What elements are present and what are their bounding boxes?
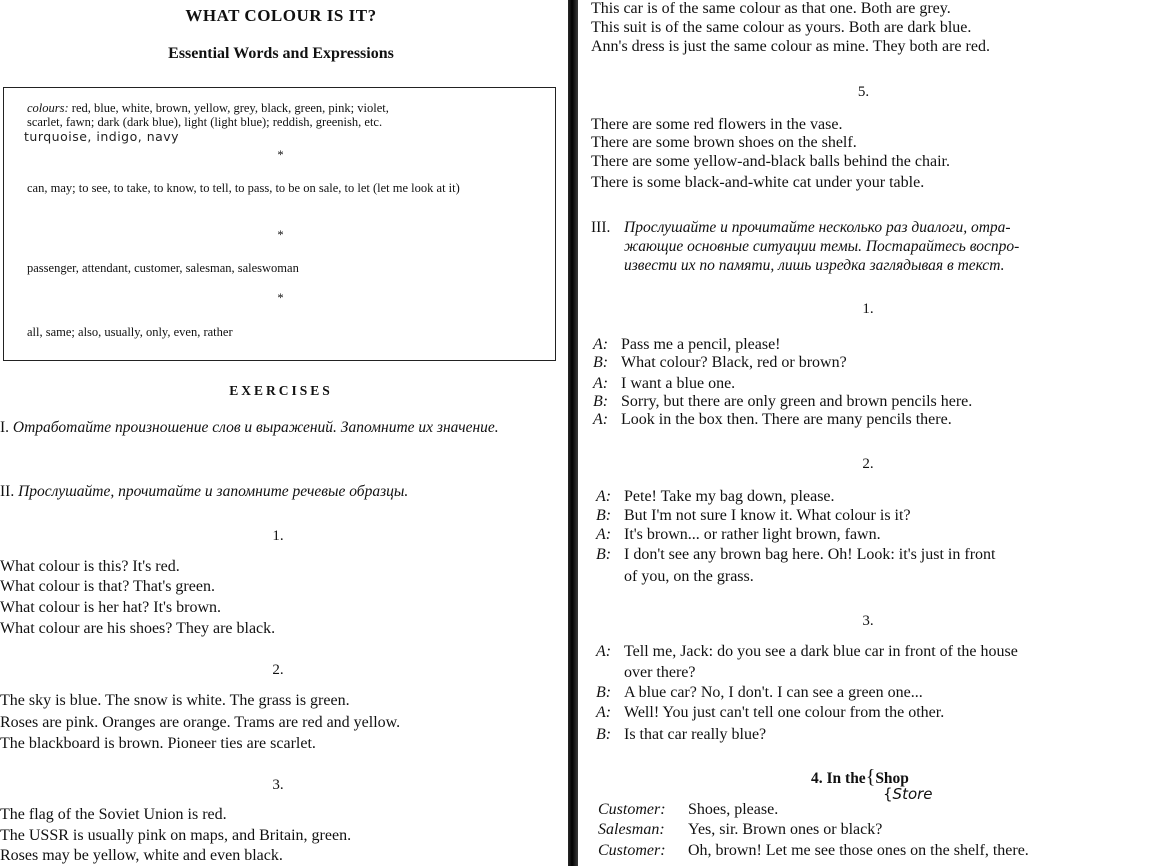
utterance: It's brown... or rather light brown, fawn. <box>624 526 881 543</box>
speaker: A: <box>593 375 609 392</box>
utterance: Pete! Take my bag down, please. <box>624 488 835 505</box>
exercises-heading: EXERCISES <box>229 383 333 398</box>
text-line: What colour is this? It's red. <box>0 558 180 575</box>
page-subtitle: Essential Words and Expressions <box>168 45 394 62</box>
book-spine <box>568 0 578 866</box>
utterance: over there? <box>624 664 696 681</box>
text-line: The USSR is usually pink on maps, and Britain, green. <box>0 827 352 844</box>
heading-shop: Shop <box>875 770 909 787</box>
section-number: 3. <box>272 777 284 793</box>
utterance: Well! You just can't tell one colour from the other. <box>624 704 945 721</box>
left-page <box>0 0 568 866</box>
colours-line-2: scarlet, fawn; dark (dark blue), light (light blue); reddish, greenish, etc. <box>27 115 383 129</box>
dialogue-line <box>593 411 952 429</box>
speaker: A: <box>593 411 609 428</box>
utterance: Shoes, please. <box>688 801 779 818</box>
text-line: What colour are his shoes? They are black. <box>0 620 276 637</box>
section-number: 1. <box>272 528 284 544</box>
colours-line-1 <box>27 101 389 116</box>
text-line: Ann's dress is just the same colour as mine. They both are red. <box>591 38 990 55</box>
task-2 <box>0 482 560 502</box>
speaker: B: <box>593 393 609 410</box>
text-line: The flag of the Soviet Union is red. <box>0 806 227 823</box>
dialogue-line <box>593 354 847 372</box>
speaker: A: <box>596 704 612 721</box>
text-line: There are some red flowers in the vase. <box>591 116 843 133</box>
section-number: 2. <box>862 456 874 472</box>
dialogue-line <box>596 526 881 544</box>
text-line: This car is of the same colour as that one. Both are grey. <box>591 0 951 17</box>
speaker: Customer: <box>598 842 666 859</box>
dialogue-line <box>593 336 781 354</box>
right-page <box>578 0 1149 866</box>
handwritten-store: {Store <box>883 785 933 803</box>
speaker: B: <box>596 684 612 701</box>
utterance: What colour? Black, red or brown? <box>621 354 847 371</box>
adverbs-list: all, same; also, usually, only, even, rather <box>27 325 233 339</box>
speaker: Customer: <box>598 801 666 818</box>
text-line: There is some black-and-white cat under your table. <box>591 174 925 191</box>
dialogue-line <box>593 393 972 411</box>
task-3-line <box>624 237 1019 257</box>
utterance: Sorry, but there are only green and brown pencils here. <box>621 393 973 410</box>
colours-list: red, blue, white, brown, yellow, grey, black, green, pink; violet, <box>68 101 389 115</box>
section-number: 2. <box>272 662 284 678</box>
task-number: II. <box>0 483 15 500</box>
vocabulary-box <box>3 87 556 361</box>
speaker: Salesman: <box>598 821 665 838</box>
utterance: A blue car? No, I don't. I can see a green one... <box>624 684 923 701</box>
task-text: Отработайте произношение слов и выражений. Запомните их значение. <box>12 419 499 436</box>
dialogue-line <box>596 664 696 682</box>
dialogue-line <box>598 821 882 839</box>
text-line: The blackboard is brown. Pioneer ties are scarlet. <box>0 735 316 752</box>
speaker: A: <box>596 488 612 505</box>
dialogue-line <box>596 704 944 722</box>
section-number: 5. <box>857 84 870 100</box>
text-line: There are some brown shoes on the shelf. <box>591 134 857 151</box>
task-text: Прослушайте, прочитайте и запомните речевые образцы. <box>18 483 409 500</box>
utterance: I want a blue one. <box>621 375 736 392</box>
separator-star: * <box>277 228 284 242</box>
heading-text: 4. In the <box>811 770 866 787</box>
utterance: Oh, brown! Let me see those ones on the shelf, there. <box>688 842 1029 859</box>
dialogue-line <box>596 726 766 744</box>
separator-star: * <box>277 148 284 162</box>
people-list: passenger, attendant, customer, salesman, saleswoman <box>27 261 299 275</box>
dialogue-line <box>596 546 995 564</box>
page-title: WHAT COLOUR IS IT? <box>185 6 377 25</box>
text-line: Roses may be yellow, white and even black. <box>0 847 283 864</box>
handwritten-note: turquoise, indigo, navy <box>24 129 180 144</box>
task-3-line <box>624 218 1011 238</box>
text-line: This suit is of the same colour as yours. Both are dark blue. <box>591 19 972 36</box>
utterance: I don't see any brown bag here. Oh! Look: it's just in front <box>624 546 996 563</box>
dialogue-line <box>598 842 1029 860</box>
utterance: Look in the box then. There are many pencils there. <box>621 411 952 428</box>
utterance: of you, on the grass. <box>624 568 754 585</box>
text-line: There are some yellow-and-black balls behind the chair. <box>591 153 950 170</box>
task-number: I. <box>0 419 10 436</box>
dialogue-line <box>593 375 735 393</box>
utterance: Pass me a pencil, please! <box>621 336 781 353</box>
utterance: Yes, sir. Brown ones or black? <box>688 821 883 838</box>
text-line: What colour is that? That's green. <box>0 578 215 595</box>
task-text: Прослушайте и прочитайте несколько раз диалоги, отра- <box>624 219 1011 236</box>
text-line: What colour is her hat? It's brown. <box>0 599 222 616</box>
speaker: A: <box>596 526 612 543</box>
task-3-line <box>624 256 1004 276</box>
task-3-number: III. <box>591 219 611 236</box>
section-number: 1. <box>862 301 874 317</box>
utterance: Tell me, Jack: do you see a dark blue car in front of the house <box>624 643 1018 660</box>
task-1 <box>0 418 568 438</box>
dialogue-line <box>596 488 835 506</box>
handwritten-store-text: Store <box>892 785 933 803</box>
speaker: A: <box>593 336 609 353</box>
utterance: Is that car really blue? <box>624 726 767 743</box>
task-text: жающие основные ситуации темы. Постарайтесь воспро- <box>624 238 1020 255</box>
dialogue-line <box>596 568 754 586</box>
section-number: 3. <box>862 613 874 629</box>
speaker: B: <box>596 726 612 743</box>
speaker: B: <box>596 507 612 524</box>
speaker: B: <box>596 546 612 563</box>
colours-label: colours: <box>27 101 69 115</box>
speaker: B: <box>593 354 609 371</box>
separator-star: * <box>277 291 284 305</box>
dialogue-line <box>598 801 778 819</box>
dialogue-line <box>596 684 923 702</box>
text-line: The sky is blue. The snow is white. The grass is green. <box>0 692 350 709</box>
task-text: извести их по памяти, лишь изредка заглядывая в текст. <box>624 257 1005 274</box>
verbs-list: can, may; to see, to take, to know, to tell, to pass, to be on sale, to let (let me look at it) <box>27 181 460 195</box>
text-line: Roses are pink. Oranges are orange. Trams are red and yellow. <box>0 714 401 731</box>
speaker: A: <box>596 643 612 660</box>
utterance: But I'm not sure I know it. What colour is it? <box>624 507 911 524</box>
dialogue-line <box>596 643 1018 661</box>
dialogue-line <box>596 507 911 525</box>
dialogue-4-heading: 4. In the{Shop <box>811 766 909 788</box>
